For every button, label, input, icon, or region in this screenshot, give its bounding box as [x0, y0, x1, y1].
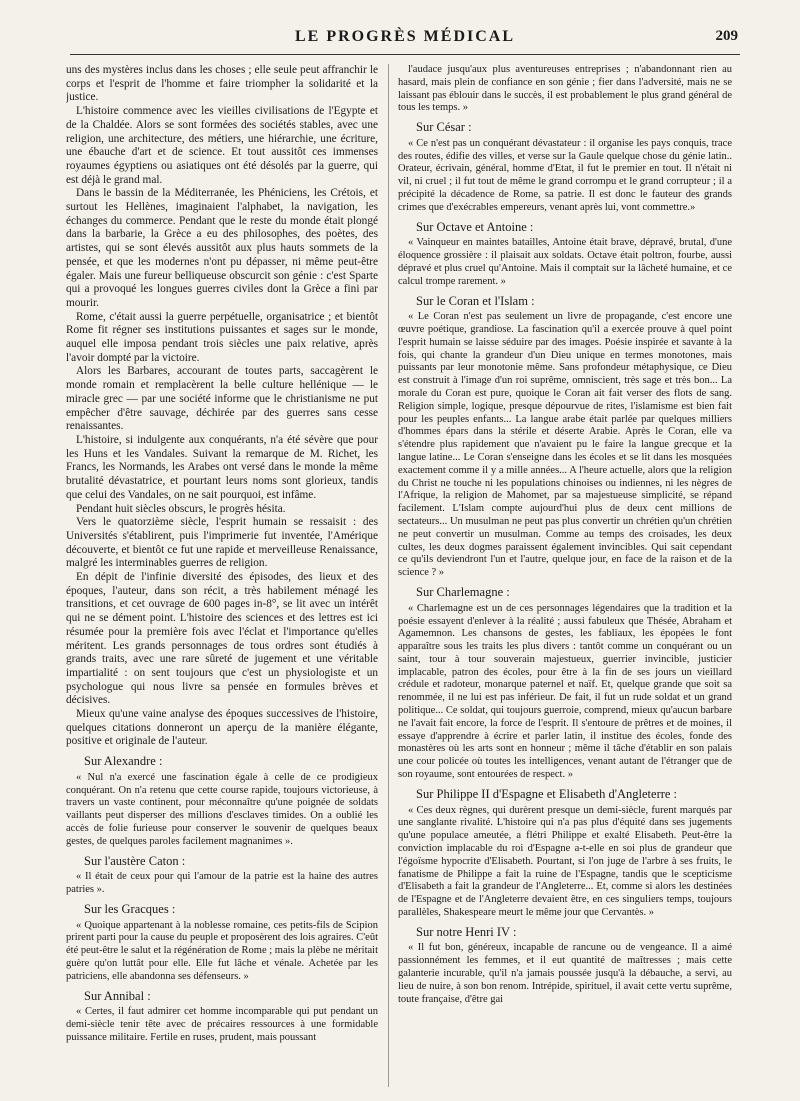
quote-charlemagne [398, 603, 732, 782]
page-header [70, 24, 740, 55]
section-heading-octave: Sur Octave et Antoine : [416, 219, 534, 234]
quote-text: « Ces deux règnes, qui durèrent presque un demi-siècle, furent marqués par une sanglante rivalité. L'histoire qui n'a pas plus d'équité dans ses jugements qu'une populace ameutée, a flétri Philippe et exalté Elisabeth. Peut-être la conviction implacable du roi d'Espagne a-t-elle en soi plus de grandeur que l'égoïsme hypocrite d'Elisabeth. Pourtant, si l'on juge de l'arbre à ses fruits, le fanatisme de Philippe a fait la ruine de l'Espagne, tandis que le scepticisme d'Elisabeth a fait la grandeur de l'Angleterre... Et, comme si alors les destinées de l'Espagne et de l'Angleterre devaient être, en ces singuliers temps, toujours parallèles, Shakespeare meurt le même jour que Cervantès. » [398, 804, 732, 918]
quote-text: l'audace jusqu'aux plus aventureuses entreprises ; n'abandonnant rien au hasard, mais plein de confiance en son génie ; fier dans l'adversité, mais ne se laissant pas éblouir dans le succès, il est probablement le plus grand général de tous les temps. » [398, 64, 732, 114]
paragraph: En dépit de l'infinie diversité des épisodes, des lieux et des époques, l'auteur, dans son récit, a très habilement ménagé les transitions, et cet ouvrage de 600 pages in-8°, se lit avec un intérêt qui ne se dément point. L'histoire des sciences et des lettres est ici résumée pour la première fois avec l'éclat et l'importance qu'elles méritent. Les grands personnages de tous ordres sont étudiés à grands traits, avec une rare sûreté de jugement et une véritable impartialité : on sent toujours que c'est un physiologiste et un psychologue qui nous livre sa pensée en formules brèves et décisives. [66, 571, 378, 707]
paragraph: L'histoire commence avec les vieilles civilisations de l'Egypte et de la Chaldée. Alors se sont formées des sociétés stables, avec une religion, une architecture, des métiers, une hiérarchie, une écriture, une ébauche d'art et de science. Et tout aussitôt ces immenses royaumes égyptiens ou asiatiques ont été désolés par la guerre, qui est déjà le grand mal. [66, 105, 378, 186]
paragraph: Vers le quatorzième siècle, l'esprit humain se ressaisit : des Universités s'établirent, puis l'imprimerie fut inventée, l'Amérique découverte, et bientôt ce fut une rapide et merveilleuse Renaissance, malgré les interminables guerres de religion. [66, 516, 378, 570]
section-heading-philippe: Sur Philippe II d'Espagne et Elisabeth d'Angleterre : [416, 786, 678, 801]
quote-octave [398, 237, 732, 288]
page-number: 209 [715, 28, 738, 44]
quote-text: « Le Coran n'est pas seulement un livre de propagande, c'est encore une œuvre poétique, grandiose. La fascination qu'il a exercée prouve à quel point l'esprit humain se laisse séduire par des images. Poésie inspirée et savante à la fois, qui chante la grandeur d'un Dieu unique en termes monotones, mais puissants par leur monotonie même. Sans profondeur métaphysique, ce Dieu est construit à l'image d'un roi suprême, omniscient, très sage et très bon... La morale du Coran est pure, quoique le Coran ait fait verser des flots de sang. Religion simple, logique, presque dépourvue de rites, l'islamisme est bien fait pour les peuples enfants... La langue arabe était parlée par quelques milliers d'hommes épars dans la stérile et déserte Arabie. Après le Coran, elle va s'étendre plus rapidement que n'avaient pu le faire la langue grecque et la langue latine... Le Coran s'enseigne dans les écoles et se lit dans les mosquées exactement comme il y a mille années... A l'heure actuelle, alors que la religion du Christ ne touche ni les populations chinoises ou indiennes, ni les nègres de l'Afrique, la religion de Mahomet, par sa majestueuse simplicité, se répand facilement. L'Islam compte aujourd'hui plus de deux cent millions de sectateurs... Un musulman ne peut pas plus convertir un chrétien qu'un chrétien ne peut convertir un musulman. Comme au temps des croisades, les deux cultes, les deux dogmes paraissent également invincibles. Qui sait cependant ce qu'ils deviendront l'un et l'autre, quelque jour, en face de la raison et de la science ? » [398, 311, 732, 579]
column-divider [388, 64, 389, 1087]
quote-alexandre [66, 772, 378, 849]
paragraph: Mieux qu'une vaine analyse des époques successives de l'histoire, quelques citations donneront un aperçu de la manière élégante, positive et originale de l'auteur. [66, 708, 378, 748]
quote-text: « Quoique appartenant à la noblesse romaine, ces petits-fils de Scipion prirent parti pour la cause du peuple et proposèrent des lois agraires. C'eût été peut-être le salut et la régénération de Rome ; mais la plèbe ne méritait guère qu'on luttât pour elle. Elle fut lâche et vénale. Achetée par les patriciens, elle abandonna ses défenseurs. » [66, 919, 378, 982]
quote-philippe [398, 805, 732, 920]
right-column [398, 64, 732, 1087]
section-heading-charlemagne: Sur Charlemagne : [416, 585, 510, 599]
quote-caton [66, 871, 378, 897]
quote-text: « Ce n'est pas un conquérant dévastateur : il organise les pays conquis, trace des routes, édifie des villes, et verse sur la Gaule quelque chose du génie latin.. Orateur, écrivain, général, homme d'Etat, il fut le premier en tout. Il n'était ni vil, ni cruel ; il fut tout de même le grand corrompu et le grand corrupteur ; il a précipité la décadence de Rome, sa patrie. Il est donc le fauteur des grands crimes que d'exécrables empereurs, venant après lui, vont commettre.» [398, 137, 732, 213]
paragraph: Rome, c'était aussi la guerre perpétuelle, organisatrice ; et bientôt Rome fit régner ses institutions puissantes et sages sur le monde, auquel elle imposa pendant trois siècles une paix relative, après l'avoir dompté par la victoire. [66, 310, 378, 364]
paragraph: L'histoire, si indulgente aux conquérants, n'a été sévère que pour les Huns et les Vandales. Suivant la remarque de M. Richet, les Francs, les Normands, les Arabes ont versé dans le monde la même brutalité dévastatrice, et pourtant leurs noms sont glorieux, tandis que celui des Vandales, on ne sait pourquoi, est infâme. [66, 433, 378, 501]
quote-annibal [66, 1006, 378, 1044]
section-heading-annibal: Sur Annibal : [84, 988, 151, 1003]
section-heading-alexandre: Sur Alexandre : [84, 754, 163, 769]
section-heading-gracques: Sur les Gracques : [84, 901, 176, 916]
quote-henri [398, 942, 732, 1006]
quote-gracques [66, 920, 378, 984]
paragraph: Alors les Barbares, accourant de toutes parts, saccagèrent le monde romain et remplacèrent la belle culture hellénique — le miracle grec — par une société informe que le christianisme ne put empêcher d'être sauvage, déchirée par des guerres sans cesse renaissantes. [66, 365, 378, 433]
section-heading-henri: Sur notre Henri IV : [416, 924, 517, 939]
quote-text: « Certes, il faut admirer cet homme incomparable qui put pendant un demi-siècle tenir tête avec de précaires ressources à une formidable puissance militaire. Fertile en ruses, prudent, mais poussant [66, 1006, 378, 1043]
paragraph: uns des mystères inclus dans les choses ; elle seule peut affranchir le corps et l'esprit de l'homme et faire triompher la solidarité et la justice. [66, 64, 378, 104]
section-heading-cesar: Sur César : [416, 120, 472, 135]
quote-text: « Charlemagne est un de ces personnages légendaires que la tradition et la poésie essayent d'enlever à la réalité ; aussi fabuleux que Thésée, Abraham et Agamemnon. Les chansons de gestes, les fabliaux, les épopées le font apparaître sous les traits les plus divers : tantôt comme un conquérant ou un saint, tour à tour souverain majestueux, guerrier invincible, justicier implacable, patron des écoles, pour être à la fin de ses jours un vieillard crédule et radoteur, monarque paternel et naïf. Et, quelque grande que soit sa renommée, il ne lui est pas inférieur. De fait, il fut un rude soldat et un grand politique... Ce soldat, qui toujours guerroie, comprend, mieux qu'aucun barbare ne l'avait fait encore, la force de l'esprit. Il s'entoure de prêtres et de moines, il essaye d'apprendre à écrire et parler latin, il institue des écoles, fonde des monastères où les arts sont en honneur ; même il tâche d'établir en son palais une cour policée où toutes les intelligences, venant autant de l'étranger que de son royaume, sont entourées de respect. » [398, 602, 732, 781]
quote-text: « Il était de ceux pour qui l'amour de la patrie est la haine des autres patries ». [66, 871, 378, 896]
section-heading-coran: Sur le Coran et l'Islam : [416, 293, 535, 308]
paragraph: Dans le bassin de la Méditerranée, les Phéniciens, les Crétois, et surtout les Hellènes, imaginaient l'alphabet, la navigation, les échanges du commerce. Pendant que le reste du monde était plongé dans la barbarie, la Grèce a eu des philosophes, des poètes, des artistes, qui se sont élevés aussitôt aux plus hauts sommets de la pensée, et que les modernes n'ont pu dépasser, ni même peut-être égaler. Mais une fureur belliqueuse obscurcit son génie : c'est Sparte qui a provoqué les longues guerres civiles dont la Grèce a fini par mourir. [66, 187, 378, 309]
left-column [66, 64, 378, 1087]
paragraph: Pendant huit siècles obscurs, le progrès hésita. [76, 502, 286, 515]
section-heading-caton: Sur l'austère Caton : [84, 853, 186, 868]
quote-text: « Il fut bon, généreux, incapable de rancune ou de vengeance. Il a aimé passionnément les femmes, et il eut quantité de maîtresses ; mais cette galanterie incurable, qu'il n'a jamais poussée jusqu'à la débauche, a servi, au lieu de nuire, à son bon renom. Intrépide, spirituel, il avait cette vertu suprême, toute française, d'être gai [398, 942, 732, 1005]
quote-cesar [398, 138, 732, 215]
journal-title: LE PROGRÈS MÉDICAL [294, 28, 516, 45]
quote-text: « Vainqueur en maintes batailles, Antoine était brave, dépravé, brutal, d'une éloquence grossière : il plaisait aux soldats. Octave était poltron, fourbe, aussi dépravé et plus cruel qu'Antoine. Mais il comptait sur la lâcheté humaine, et ce calcul trompe rarement. » [398, 237, 732, 287]
quote-text: « Nul n'a exercé une fascination égale à celle de ce prodigieux conquérant. On n'a retenu que cette course rapide, toujours victorieuse, à travers un vaste continent, pour méconnaître qu'une poignée de soldats vaillants peut disperser des millions d'esclaves timides. On a oublié les accès de folie furieuse pour conserver le souvenir de quelques beaux gestes, de quelques paroles facilement magnanimes ». [66, 771, 378, 847]
quote-annibal-continued [398, 64, 732, 115]
quote-coran [398, 311, 732, 580]
